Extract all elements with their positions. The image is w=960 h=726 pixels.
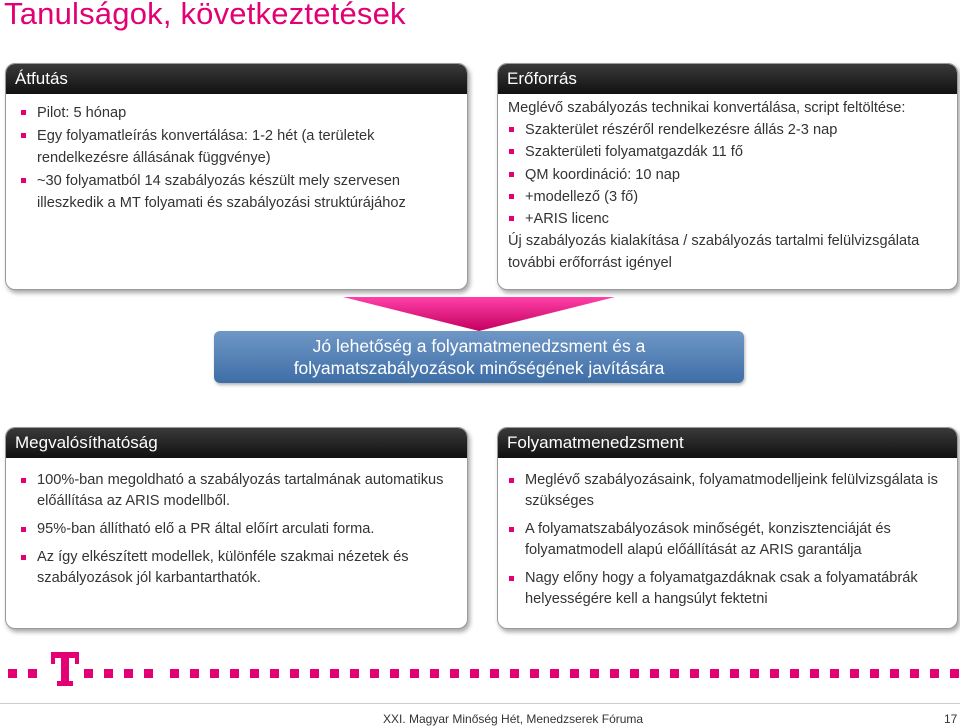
footer [0,703,960,726]
list-item: Meglévő szabályozásaink, folyamatmodelljeink felülvizsgálata is szükséges [508,470,947,512]
panel-header-folyamatmenedzsment: Folyamatmenedzsment [498,428,957,458]
eroforras-intro: Meglévő szabályozás technikai konvertálása, script feltöltése: [508,100,906,116]
list-item: 95%-ban állítható elő a PR által előírt arculati forma. [20,519,457,540]
page-title: Tanulságok, következtetések [4,0,406,31]
brand-dots-right [82,665,960,679]
list-item: A folyamatszabályozások minőségét, konzisztenciáját és folyamatmodell alapú előállítását az ARIS garantálja [508,519,947,561]
list-item: +modellező (3 fő) [508,186,947,208]
list-item: Szakterületi folyamatgazdák 11 fő [508,141,947,163]
callout-box [214,331,744,383]
list-item: Egy folyamatleírás konvertálása: 1-2 hét (a területek rendelkezésre állásának függvénye) [20,125,457,170]
panel-header-eroforras: Erőforrás [498,64,957,94]
list-item: 100%-ban megoldható a szabályozás tartalmának automatikus előállítása az ARIS modellből. [20,470,457,512]
footer-text: XXI. Magyar Minőség Hét, Menedzserek Fóruma [383,712,644,726]
down-arrow-icon [343,297,615,332]
panel-megvalosithatosag [5,427,468,629]
list-item: Nagy előny hogy a folyamatgazdáknak csak a folyamatábrák helyességére kell a hangsúlyt fektetni [508,568,947,610]
list-item: Az így elkészített modellek, különféle szakmai nézetek és szabályozások jól karbantarthatók. [20,547,457,589]
panel-folyamatmenedzsment [497,427,958,629]
brand-dots-left [0,665,50,679]
panel-eroforras [497,63,958,290]
list-item: Pilot: 5 hónap [20,102,457,125]
eroforras-list [508,119,947,230]
panel-atfutas [5,63,468,290]
folyamatmenedzsment-list [508,470,947,610]
telekom-t-logo-icon [51,652,79,686]
list-item: QM koordináció: 10 nap [508,164,947,186]
panel-header-atfutas: Átfutás [6,64,467,94]
page-number: 17 [944,712,958,726]
megvalosithatosag-list [20,470,457,589]
eroforras-outro: Új szabályozás kialakítása / szabályozás tartalmi felülvizsgálata további erőforrást igényel [508,233,920,272]
list-item: Szakterület részéről rendelkezésre állás 2-3 nap [508,119,947,141]
callout-line-1: Jó lehetőség a folyamatmenedzsment és a [312,336,646,356]
list-item: ~30 folyamatból 14 szabályozás készült mely szervesen illeszkedik a MT folyamati és szabályozási struktúrájához [20,170,457,215]
atfutas-list [20,102,457,215]
callout-line-2: folyamatszabályozások minőségének javítására [293,358,665,378]
panel-header-megvalosithatosag: Megvalósíthatóság [6,428,467,458]
list-item: +ARIS licenc [508,208,947,230]
